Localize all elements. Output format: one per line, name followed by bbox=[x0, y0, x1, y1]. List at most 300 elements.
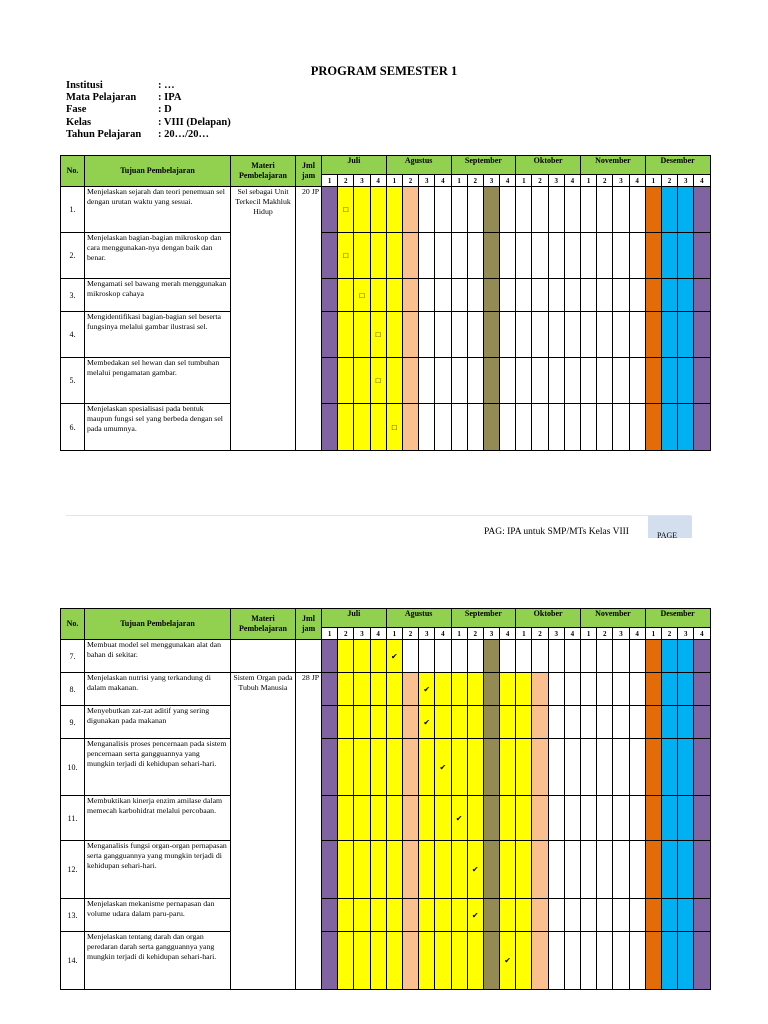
schedule-cell bbox=[500, 640, 516, 673]
table-row bbox=[61, 312, 711, 358]
week-header: 2 bbox=[338, 175, 354, 187]
schedule-cell bbox=[386, 706, 402, 739]
schedule-cell bbox=[613, 279, 629, 312]
week-header: 3 bbox=[548, 175, 564, 187]
schedule-cell bbox=[645, 706, 661, 739]
schedule-cell bbox=[500, 706, 516, 739]
week-header: 3 bbox=[613, 628, 629, 640]
week-header: 1 bbox=[516, 628, 532, 640]
schedule-cell bbox=[661, 358, 677, 404]
table-row bbox=[61, 358, 711, 404]
schedule-cell bbox=[483, 187, 499, 233]
schedule-cell bbox=[645, 279, 661, 312]
schedule-cell bbox=[581, 233, 597, 279]
schedule-cell bbox=[338, 279, 354, 312]
schedule-cell bbox=[564, 233, 580, 279]
schedule-cell bbox=[694, 312, 710, 358]
tujuan-cell: Menjelaskan spesialisasi pada bentuk maupun fungsi sel yang berbeda dengan sel pada umumnya. bbox=[85, 404, 231, 451]
week-header: 2 bbox=[532, 628, 548, 640]
month-header: November bbox=[581, 156, 646, 175]
schedule-cell bbox=[370, 279, 386, 312]
schedule-cell bbox=[322, 899, 338, 932]
schedule-cell bbox=[613, 706, 629, 739]
schedule-cell bbox=[613, 404, 629, 451]
schedule-cell bbox=[581, 404, 597, 451]
schedule-cell bbox=[354, 187, 370, 233]
schedule-cell bbox=[564, 899, 580, 932]
schedule-cell bbox=[645, 187, 661, 233]
header-row bbox=[61, 609, 711, 628]
schedule-cell bbox=[402, 279, 418, 312]
schedule-cell bbox=[548, 358, 564, 404]
schedule-cell bbox=[419, 358, 435, 404]
tujuan-cell: Menjelaskan nutrisi yang terkandung di dalam makanan. bbox=[85, 673, 231, 706]
schedule-cell bbox=[435, 312, 451, 358]
schedule-cell bbox=[402, 841, 418, 899]
schedule-cell bbox=[678, 312, 694, 358]
schedule-cell bbox=[386, 312, 402, 358]
schedule-cell bbox=[370, 841, 386, 899]
row-number: 6. bbox=[61, 404, 85, 451]
schedule-cell bbox=[467, 358, 483, 404]
schedule-cell bbox=[694, 841, 710, 899]
tujuan-cell: Menjelaskan bagian-bagian mikroskop dan cara menggunakan-nya dengan baik dan benar. bbox=[85, 233, 231, 279]
schedule-cell bbox=[451, 312, 467, 358]
schedule-cell bbox=[483, 673, 499, 706]
month-header: Oktober bbox=[516, 156, 581, 175]
week-header: 3 bbox=[483, 628, 499, 640]
schedule-cell bbox=[678, 404, 694, 451]
schedule-cell bbox=[402, 706, 418, 739]
week-header: 4 bbox=[370, 175, 386, 187]
schedule-cell bbox=[435, 233, 451, 279]
schedule-cell bbox=[597, 358, 613, 404]
schedule-cell bbox=[322, 279, 338, 312]
schedule-cell bbox=[694, 404, 710, 451]
schedule-cell bbox=[467, 404, 483, 451]
table-row bbox=[61, 233, 711, 279]
month-header: Agustus bbox=[386, 609, 451, 628]
week-header: 3 bbox=[483, 175, 499, 187]
week-header: 2 bbox=[338, 628, 354, 640]
schedule-cell bbox=[629, 640, 645, 673]
schedule-cell bbox=[694, 640, 710, 673]
schedule-cell bbox=[581, 673, 597, 706]
schedule-cell bbox=[419, 739, 435, 796]
schedule-cell bbox=[629, 358, 645, 404]
schedule-cell bbox=[645, 640, 661, 673]
week-header: 1 bbox=[451, 175, 467, 187]
schedule-cell bbox=[402, 932, 418, 990]
schedule-cell bbox=[386, 841, 402, 899]
schedule-cell bbox=[564, 279, 580, 312]
row-number: 10. bbox=[61, 739, 85, 796]
schedule-cell: □ bbox=[370, 358, 386, 404]
schedule-cell bbox=[338, 739, 354, 796]
schedule-cell bbox=[483, 841, 499, 899]
week-header: 2 bbox=[597, 628, 613, 640]
schedule-table-1 bbox=[60, 155, 711, 451]
schedule-cell bbox=[419, 279, 435, 312]
schedule-cell bbox=[661, 739, 677, 796]
schedule-cell bbox=[532, 312, 548, 358]
schedule-cell bbox=[564, 739, 580, 796]
schedule-cell bbox=[435, 404, 451, 451]
schedule-cell bbox=[678, 673, 694, 706]
schedule-cell bbox=[564, 932, 580, 990]
month-header: September bbox=[451, 609, 516, 628]
schedule-cell bbox=[678, 187, 694, 233]
table-row bbox=[61, 640, 711, 673]
week-header: 1 bbox=[451, 628, 467, 640]
month-header: Juli bbox=[322, 156, 387, 175]
schedule-cell bbox=[354, 640, 370, 673]
header-materi: Materi Pembelajaran bbox=[231, 156, 296, 187]
info-row-institusi: Institusi : … bbox=[66, 80, 175, 91]
row-number: 3. bbox=[61, 279, 85, 312]
info-block bbox=[66, 80, 231, 141]
schedule-cell bbox=[354, 739, 370, 796]
schedule-cell bbox=[564, 187, 580, 233]
schedule-cell: ✔ bbox=[467, 899, 483, 932]
schedule-cell bbox=[581, 932, 597, 990]
week-header: 4 bbox=[435, 628, 451, 640]
schedule-cell bbox=[370, 796, 386, 841]
schedule-cell bbox=[694, 706, 710, 739]
schedule-cell bbox=[661, 640, 677, 673]
schedule-cell bbox=[613, 899, 629, 932]
schedule-cell bbox=[661, 673, 677, 706]
week-header: 1 bbox=[581, 175, 597, 187]
schedule-cell bbox=[516, 358, 532, 404]
schedule-cell bbox=[629, 187, 645, 233]
schedule-cell bbox=[467, 279, 483, 312]
schedule-cell bbox=[467, 796, 483, 841]
schedule-cell bbox=[451, 640, 467, 673]
schedule-cell bbox=[370, 673, 386, 706]
schedule-cell bbox=[386, 796, 402, 841]
schedule-cell bbox=[564, 796, 580, 841]
week-header: 4 bbox=[564, 175, 580, 187]
schedule-cell bbox=[451, 841, 467, 899]
schedule-cell bbox=[564, 358, 580, 404]
week-header: 2 bbox=[467, 628, 483, 640]
info-row-fase: Fase : D bbox=[66, 104, 172, 116]
schedule-cell bbox=[645, 899, 661, 932]
schedule-cell bbox=[500, 404, 516, 451]
week-header: 2 bbox=[467, 175, 483, 187]
schedule-cell bbox=[467, 640, 483, 673]
schedule-cell bbox=[629, 279, 645, 312]
week-header: 1 bbox=[386, 628, 402, 640]
schedule-cell bbox=[435, 706, 451, 739]
header-row bbox=[61, 156, 711, 175]
schedule-cell bbox=[613, 841, 629, 899]
schedule-cell bbox=[338, 841, 354, 899]
schedule-cell bbox=[532, 739, 548, 796]
info-row-kelas: Kelas : VIII (Delapan) bbox=[66, 116, 231, 128]
schedule-cell bbox=[467, 233, 483, 279]
row-number: 11. bbox=[61, 796, 85, 841]
schedule-cell bbox=[645, 796, 661, 841]
schedule-cell bbox=[516, 187, 532, 233]
schedule-cell bbox=[322, 706, 338, 739]
schedule-cell bbox=[548, 673, 564, 706]
week-header: 1 bbox=[645, 628, 661, 640]
schedule-cell bbox=[581, 640, 597, 673]
schedule-cell bbox=[419, 404, 435, 451]
week-header: 3 bbox=[354, 175, 370, 187]
schedule-cell bbox=[354, 932, 370, 990]
schedule-cell bbox=[322, 187, 338, 233]
table-row bbox=[61, 673, 711, 706]
schedule-cell bbox=[467, 706, 483, 739]
header-jml: Jml jam bbox=[296, 609, 322, 640]
schedule-cell bbox=[402, 673, 418, 706]
schedule-cell bbox=[597, 233, 613, 279]
schedule-cell bbox=[629, 841, 645, 899]
schedule-cell bbox=[370, 187, 386, 233]
schedule-cell bbox=[516, 673, 532, 706]
schedule-cell bbox=[548, 187, 564, 233]
schedule-cell bbox=[402, 233, 418, 279]
table-row bbox=[61, 841, 711, 899]
schedule-cell bbox=[483, 706, 499, 739]
week-header: 4 bbox=[500, 628, 516, 640]
schedule-cell bbox=[548, 404, 564, 451]
schedule-cell bbox=[435, 841, 451, 899]
schedule-cell: ✔ bbox=[500, 932, 516, 990]
row-number: 9. bbox=[61, 706, 85, 739]
row-number: 1. bbox=[61, 187, 85, 233]
schedule-cell: □ bbox=[338, 187, 354, 233]
week-header: 3 bbox=[678, 175, 694, 187]
week-header: 2 bbox=[661, 628, 677, 640]
week-header: 4 bbox=[564, 628, 580, 640]
schedule-cell bbox=[435, 358, 451, 404]
schedule-cell bbox=[629, 706, 645, 739]
week-header: 3 bbox=[419, 628, 435, 640]
schedule-cell bbox=[678, 796, 694, 841]
row-number: 13. bbox=[61, 899, 85, 932]
schedule-cell bbox=[532, 233, 548, 279]
schedule-cell bbox=[354, 673, 370, 706]
schedule-cell bbox=[532, 932, 548, 990]
schedule-cell bbox=[500, 312, 516, 358]
schedule-cell bbox=[532, 640, 548, 673]
row-number: 14. bbox=[61, 932, 85, 990]
schedule-cell bbox=[483, 358, 499, 404]
materi-cell: Sel sebagai Unit Terkecil Makhluk Hidup bbox=[231, 187, 296, 451]
schedule-cell bbox=[402, 796, 418, 841]
week-header: 2 bbox=[597, 175, 613, 187]
schedule-cell bbox=[451, 233, 467, 279]
table-row bbox=[61, 796, 711, 841]
table-row bbox=[61, 404, 711, 451]
schedule-cell bbox=[597, 312, 613, 358]
schedule-cell bbox=[661, 187, 677, 233]
schedule-cell bbox=[516, 312, 532, 358]
schedule-cell bbox=[354, 841, 370, 899]
schedule-cell bbox=[322, 404, 338, 451]
schedule-cell: □ bbox=[354, 279, 370, 312]
schedule-cell bbox=[354, 233, 370, 279]
schedule-cell bbox=[661, 312, 677, 358]
header-no: No. bbox=[61, 156, 85, 187]
schedule-cell bbox=[629, 312, 645, 358]
schedule-cell bbox=[500, 358, 516, 404]
schedule-cell: ✔ bbox=[386, 640, 402, 673]
schedule-cell bbox=[467, 312, 483, 358]
schedule-cell bbox=[645, 404, 661, 451]
schedule-cell bbox=[467, 932, 483, 990]
week-header: 4 bbox=[370, 628, 386, 640]
schedule-cell bbox=[597, 706, 613, 739]
schedule-cell bbox=[516, 932, 532, 990]
week-header: 1 bbox=[516, 175, 532, 187]
schedule-cell bbox=[451, 358, 467, 404]
schedule-cell bbox=[322, 841, 338, 899]
schedule-cell bbox=[402, 640, 418, 673]
schedule-cell bbox=[548, 796, 564, 841]
header-materi: Materi Pembelajaran bbox=[231, 609, 296, 640]
schedule-cell bbox=[564, 640, 580, 673]
schedule-cell bbox=[435, 932, 451, 990]
schedule-cell bbox=[629, 899, 645, 932]
schedule-cell bbox=[338, 640, 354, 673]
schedule-cell bbox=[629, 932, 645, 990]
week-header: 1 bbox=[581, 628, 597, 640]
schedule-cell bbox=[645, 932, 661, 990]
schedule-cell bbox=[645, 233, 661, 279]
schedule-cell bbox=[402, 899, 418, 932]
schedule-cell bbox=[629, 673, 645, 706]
schedule-cell: ✔ bbox=[451, 796, 467, 841]
schedule-cell bbox=[629, 739, 645, 796]
schedule-cell bbox=[322, 233, 338, 279]
schedule-cell bbox=[694, 279, 710, 312]
schedule-cell bbox=[678, 899, 694, 932]
row-number: 4. bbox=[61, 312, 85, 358]
schedule-cell bbox=[516, 233, 532, 279]
schedule-cell bbox=[613, 312, 629, 358]
table-row bbox=[61, 932, 711, 990]
schedule-cell bbox=[694, 899, 710, 932]
schedule-cell bbox=[338, 706, 354, 739]
schedule-table-2 bbox=[60, 608, 711, 990]
header-no: No. bbox=[61, 609, 85, 640]
schedule-cell bbox=[483, 932, 499, 990]
schedule-cell bbox=[419, 841, 435, 899]
schedule-cell bbox=[354, 899, 370, 932]
schedule-cell bbox=[564, 841, 580, 899]
schedule-cell bbox=[661, 706, 677, 739]
schedule-cell bbox=[386, 279, 402, 312]
schedule-cell bbox=[419, 796, 435, 841]
schedule-cell bbox=[338, 358, 354, 404]
schedule-cell bbox=[451, 739, 467, 796]
week-header: 3 bbox=[419, 175, 435, 187]
schedule-cell bbox=[548, 841, 564, 899]
schedule-cell bbox=[678, 932, 694, 990]
schedule-cell bbox=[322, 796, 338, 841]
schedule-cell bbox=[613, 233, 629, 279]
schedule-cell: ✔ bbox=[419, 673, 435, 706]
week-header: 4 bbox=[694, 628, 710, 640]
week-header: 2 bbox=[661, 175, 677, 187]
week-header: 4 bbox=[694, 175, 710, 187]
schedule-cell bbox=[581, 899, 597, 932]
schedule-cell bbox=[661, 279, 677, 312]
footer-text: PAG: IPA untuk SMP/MTs Kelas VIII bbox=[484, 527, 629, 537]
schedule-cell bbox=[548, 640, 564, 673]
schedule-cell bbox=[597, 640, 613, 673]
schedule-cell bbox=[483, 279, 499, 312]
schedule-cell bbox=[581, 279, 597, 312]
schedule-cell bbox=[678, 706, 694, 739]
jml-cell: 28 JP bbox=[296, 673, 322, 990]
schedule-cell bbox=[402, 358, 418, 404]
schedule-cell bbox=[678, 739, 694, 796]
schedule-cell: □ bbox=[338, 233, 354, 279]
schedule-cell bbox=[338, 932, 354, 990]
schedule-cell bbox=[386, 739, 402, 796]
header-tujuan: Tujuan Pembelajaran bbox=[85, 609, 231, 640]
schedule-cell bbox=[548, 739, 564, 796]
schedule-cell: ✔ bbox=[419, 706, 435, 739]
footer-divider bbox=[66, 515, 691, 516]
schedule-cell bbox=[338, 673, 354, 706]
schedule-cell bbox=[500, 841, 516, 899]
tujuan-cell: Membedakan sel hewan dan sel tumbuhan melalui pengamatan gambar. bbox=[85, 358, 231, 404]
schedule-cell bbox=[516, 796, 532, 841]
week-header: 4 bbox=[500, 175, 516, 187]
schedule-cell bbox=[370, 739, 386, 796]
schedule-cell bbox=[419, 899, 435, 932]
schedule-cell bbox=[564, 312, 580, 358]
week-header: 3 bbox=[354, 628, 370, 640]
tujuan-cell: Mengidentifikasi bagian-bagian sel beserta fungsinya melalui gambar ilustrasi sel. bbox=[85, 312, 231, 358]
schedule-cell bbox=[322, 358, 338, 404]
schedule-cell bbox=[500, 233, 516, 279]
schedule-cell bbox=[338, 404, 354, 451]
schedule-cell bbox=[516, 739, 532, 796]
month-header: Desember bbox=[645, 156, 710, 175]
schedule-cell bbox=[661, 841, 677, 899]
schedule-cell bbox=[451, 673, 467, 706]
schedule-cell bbox=[532, 899, 548, 932]
schedule-cell bbox=[451, 899, 467, 932]
schedule-cell bbox=[532, 841, 548, 899]
schedule-cell bbox=[532, 187, 548, 233]
page-number-box bbox=[648, 516, 692, 538]
schedule-cell bbox=[564, 404, 580, 451]
schedule-cell bbox=[597, 739, 613, 796]
schedule-cell bbox=[548, 312, 564, 358]
week-header: 1 bbox=[322, 175, 338, 187]
schedule-cell bbox=[419, 187, 435, 233]
month-header: Oktober bbox=[516, 609, 581, 628]
schedule-cell bbox=[597, 673, 613, 706]
schedule-cell bbox=[322, 640, 338, 673]
row-number: 2. bbox=[61, 233, 85, 279]
schedule-cell bbox=[354, 358, 370, 404]
row-number: 7. bbox=[61, 640, 85, 673]
schedule-cell bbox=[338, 899, 354, 932]
schedule-cell bbox=[613, 932, 629, 990]
schedule-cell bbox=[645, 739, 661, 796]
schedule-cell bbox=[500, 796, 516, 841]
